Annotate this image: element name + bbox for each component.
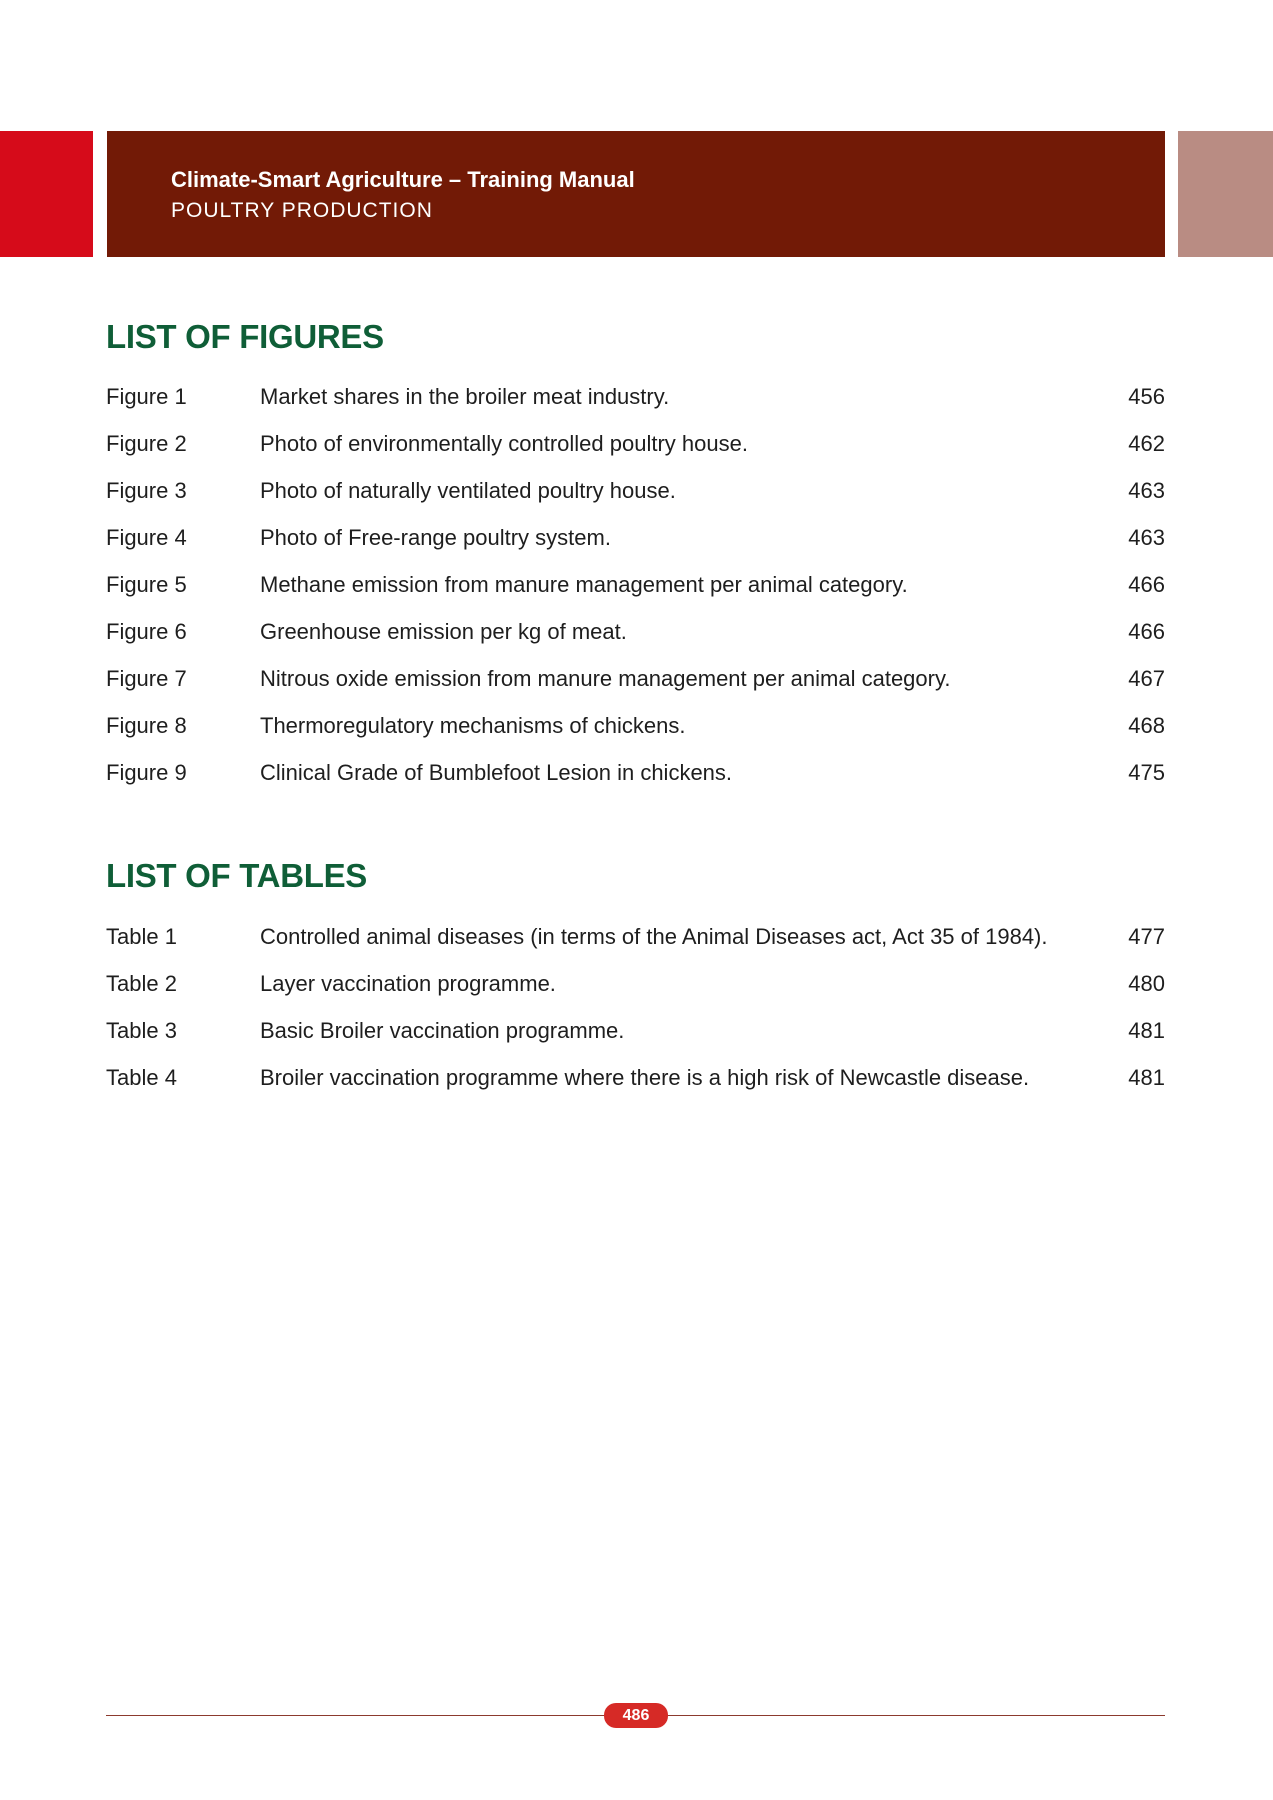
figure-entry[interactable] <box>106 430 1165 477</box>
tables-heading: LIST OF TABLES <box>106 857 368 894</box>
figure-entry[interactable] <box>106 477 1165 524</box>
figure-description: Thermoregulatory mechanisms of chickens. <box>260 713 686 738</box>
table-entry[interactable] <box>106 923 1165 970</box>
table-page-number: 481 <box>1128 1065 1165 1090</box>
figure-description: Methane emission from manure management per animal category. <box>260 572 908 597</box>
figure-description: Photo of environmentally controlled poultry house. <box>260 431 748 456</box>
figure-page-number: 466 <box>1128 619 1165 644</box>
figure-label: Figure 9 <box>106 760 187 785</box>
figures-heading: LIST OF FIGURES <box>106 318 384 355</box>
figure-description: Photo of Free-range poultry system. <box>260 525 611 550</box>
header-accent-right <box>1178 131 1273 257</box>
figure-entry[interactable] <box>106 618 1165 665</box>
table-description: Layer vaccination programme. <box>260 971 556 996</box>
figure-label: Figure 8 <box>106 713 187 738</box>
table-page-number: 477 <box>1128 924 1165 949</box>
figure-description: Clinical Grade of Bumblefoot Lesion in chickens. <box>260 760 733 785</box>
manual-title: Climate-Smart Agriculture – Training Manual <box>171 167 635 192</box>
figure-label: Figure 1 <box>106 384 187 409</box>
header-banner <box>107 131 1165 257</box>
figure-description: Greenhouse emission per kg of meat. <box>260 619 627 644</box>
figure-page-number: 468 <box>1128 713 1165 738</box>
figure-page-number: 463 <box>1128 525 1165 550</box>
figure-description: Nitrous oxide emission from manure management per animal category. <box>260 666 951 691</box>
figure-page-number: 462 <box>1128 431 1165 456</box>
figure-entry[interactable] <box>106 759 1165 806</box>
table-entry[interactable] <box>106 970 1165 1017</box>
figure-entry[interactable] <box>106 712 1165 759</box>
figures-list <box>106 383 1165 806</box>
table-label: Table 1 <box>106 924 177 949</box>
table-label: Table 4 <box>106 1065 177 1090</box>
tables-list <box>106 923 1165 1111</box>
table-page-number: 481 <box>1128 1018 1165 1043</box>
table-entry[interactable] <box>106 1017 1165 1064</box>
figure-page-number: 463 <box>1128 478 1165 503</box>
figure-page-number: 475 <box>1128 760 1165 785</box>
figure-page-number: 466 <box>1128 572 1165 597</box>
figure-label: Figure 5 <box>106 572 187 597</box>
figure-entry[interactable] <box>106 524 1165 571</box>
table-label: Table 3 <box>106 1018 177 1043</box>
page-number-badge: 486 <box>604 1703 668 1728</box>
figure-entry[interactable] <box>106 383 1165 430</box>
table-description: Controlled animal diseases (in terms of the Animal Diseases act, Act 35 of 1984). <box>260 924 1048 949</box>
figure-description: Market shares in the broiler meat industry. <box>260 384 670 409</box>
header-accent-left <box>0 131 93 257</box>
figure-description: Photo of naturally ventilated poultry house. <box>260 478 676 503</box>
figure-label: Figure 6 <box>106 619 187 644</box>
figure-entry[interactable] <box>106 571 1165 618</box>
table-description: Broiler vaccination programme where there is a high risk of Newcastle disease. <box>260 1065 1030 1090</box>
table-entry[interactable] <box>106 1064 1165 1111</box>
figure-page-number: 456 <box>1128 384 1165 409</box>
manual-subtitle: POULTRY PRODUCTION <box>171 199 433 222</box>
figure-label: Figure 2 <box>106 431 187 456</box>
figure-label: Figure 7 <box>106 666 187 691</box>
figure-label: Figure 3 <box>106 478 187 503</box>
figure-label: Figure 4 <box>106 525 187 550</box>
table-description: Basic Broiler vaccination programme. <box>260 1018 625 1043</box>
table-page-number: 480 <box>1128 971 1165 996</box>
table-label: Table 2 <box>106 971 177 996</box>
figure-entry[interactable] <box>106 665 1165 712</box>
figure-page-number: 467 <box>1128 666 1165 691</box>
